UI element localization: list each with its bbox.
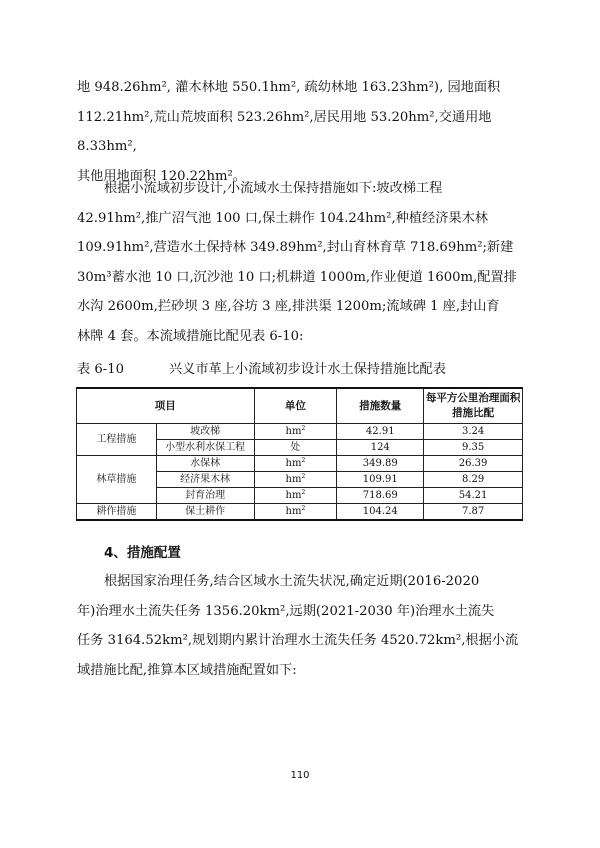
paragraph-design-measures — [77, 174, 525, 351]
cell-item: 坡改梯 — [156, 424, 254, 440]
cell-quantity: 718.69 — [337, 488, 424, 504]
cell-ratio: 54.21 — [424, 488, 523, 504]
header-ratio: 每平方公里治理面积措施比配 — [424, 388, 523, 424]
text-line: 任务 3164.52km²,规划期内累计治理水土流失任务 4520.72km²,根据小流 — [77, 633, 519, 648]
text-line: 其他用地面积 120.22hm²。 — [77, 168, 246, 184]
text-line: 域措施比配,推算本区域措施配置如下: — [77, 662, 297, 678]
table-row — [77, 456, 523, 472]
text-line: 根据小流域初步设计,小流域水土保持措施如下:坡改梯工程 — [104, 181, 443, 196]
cell-ratio: 26.39 — [424, 456, 523, 472]
cell-item: 封育治理 — [156, 488, 254, 504]
cell-item: 小型水利水保工程 — [156, 440, 254, 456]
table-row — [77, 504, 523, 521]
cell-unit: $hm^2$ — [254, 424, 337, 440]
paragraph-measure-allocation — [77, 567, 525, 685]
measures-table — [76, 387, 523, 521]
cell-item: 经济果木林 — [156, 472, 254, 488]
cell-ratio: 7.87 — [424, 504, 523, 521]
group-label: 耕作措施 — [77, 504, 157, 521]
cell-unit: $hm^2$ — [254, 456, 337, 472]
cell-item: 水保林 — [156, 456, 254, 472]
cell-quantity: 42.91 — [337, 424, 424, 440]
text-line: 年)治理水土流失任务 1356.20km²,远期(2021-2030 年)治理水土流失 — [77, 603, 495, 619]
cell-quantity: 104.24 — [337, 504, 424, 521]
text-line: 地 948.26hm², 灌木林地 550.1hm², 疏幼林地 163.23hm²), 园地面积 — [77, 80, 501, 95]
group-label: 工程措施 — [77, 424, 157, 456]
cell-unit: 处 — [254, 440, 337, 456]
cell-quantity: 109.91 — [337, 472, 424, 488]
cell-quantity: 124 — [337, 440, 424, 456]
cell-unit: $hm^2$ — [254, 472, 337, 488]
cell-ratio: 3.24 — [424, 424, 523, 440]
cell-item: 保土耕作 — [156, 504, 254, 521]
header-quantity: 措施数量 — [337, 388, 424, 424]
table-title: 兴义市革上小流域初步设计水土保持措施比配表 — [169, 362, 446, 377]
cell-unit: $hm^2$ — [254, 488, 337, 504]
text-line: 112.21hm²,荒山荒坡面积 523.26hm²,居民用地 53.20hm²,交通用地 8.33hm², — [77, 109, 492, 154]
group-label: 林草措施 — [77, 456, 157, 504]
header-item: 项目 — [77, 388, 255, 424]
cell-ratio: 8.29 — [424, 472, 523, 488]
section-heading: 4、措施配置 — [104, 545, 181, 561]
page-number: 110 — [290, 770, 310, 781]
text-line: 30m³蓄水池 10 口,沉沙池 10 口;机耕道 1000m,作业便道 1600m,配置排 — [77, 269, 517, 285]
text-line: 42.91hm²,推广沼气池 100 口,保土耕作 104.24hm²,种植经济果木林 — [77, 210, 488, 226]
table-caption — [77, 358, 537, 377]
table-header-row — [77, 388, 523, 424]
header-unit: 单位 — [254, 388, 337, 424]
cell-unit: $hm^2$ — [254, 504, 337, 521]
text-line: 林牌 4 套。本流域措施比配见表 6-10: — [77, 328, 304, 344]
table-number: 表 6-10 — [77, 362, 125, 377]
cell-quantity: 349.89 — [337, 456, 424, 472]
text-line: 109.91hm²,营造水土保持林 349.89hm²,封山育林育草 718.69hm²;新建 — [77, 240, 514, 255]
cell-ratio: 9.35 — [424, 440, 523, 456]
text-line: 水沟 2600m,拦砂坝 3 座,谷坊 3 座,排洪渠 1200m;流域碑 1 座,封山育 — [77, 299, 500, 314]
table-row — [77, 424, 523, 440]
text-line: 根据国家治理任务,结合区域水土流失状况,确定近期(2016-2020 — [104, 574, 480, 589]
